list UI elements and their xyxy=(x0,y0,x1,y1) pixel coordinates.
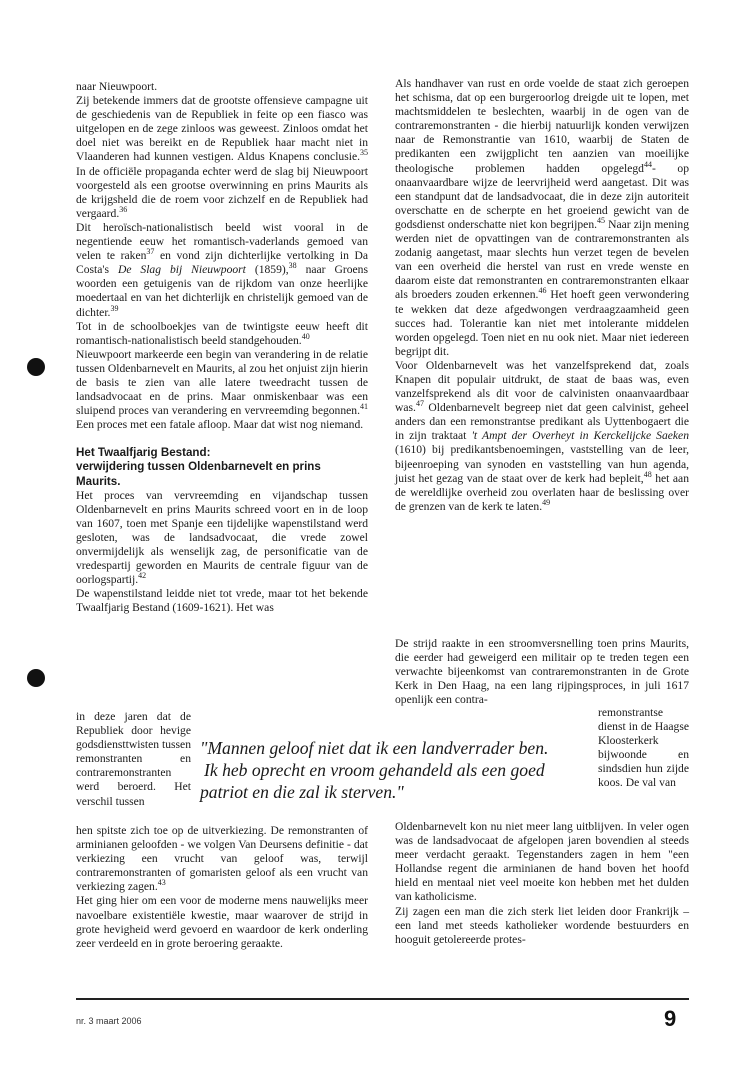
left-column-lower xyxy=(76,824,368,951)
paragraph: De wapenstilstand leidde niet tot vrede, maar tot het bekende Twaalfjarig Bestand (1609-1621). Het was xyxy=(76,587,368,615)
paragraph: Nieuwpoort markeerde een begin van verandering in de relatie tussen Oldenbarnevelt en Maurits, al zou het onjuist zijn hierin de basis te zien van alle latere tweedracht tussen de landsadvocaat en de prins. Maar onmiskenbaar was een sluipend proces van verandering en vervreemding begonnen.$^{41}$ Een proces met een fatale afloop. Maar dat wist nog niemand. xyxy=(76,347,368,432)
paragraph: Zij betekende immers dat de grootste offensieve campagne uit de geschiedenis van de Republiek in feite op een fiasco was uitgelopen en de zege zinloos was geweest. Zinloos omdat het doel niet was bereikt en de Republiek haar macht niet in Vlaanderen had kunnen vestigen. Aldus Knapens conclusie.$^{35}$ In de officiële propaganda echter werd de slag bij Nieuwpoort voorgesteld als een grootse overwinning en prins Maurits als de krijgsheld die de roem voor zichzelf en de Republiek had vergaard.$^{36}$ xyxy=(76,94,368,220)
wrap-text-right: remonstrantse dienst in de Haagse Kloosterkerk bijwoonde en sindsdien hun zijde koos. De val van xyxy=(598,706,689,790)
right-column-lower xyxy=(395,820,689,947)
footnote-ref: 48 xyxy=(643,469,652,479)
paragraph: Voor Oldenbarnevelt was het vanzelfsprekend dat, zoals Knapen dit populair uitdrukt, de staat de baas was, even vanzelfsprekend als dit voor de calvinisten onaanvaardbaar was.$^{47}$ Oldenbarnevelt begreep niet dat geen calvinist, geheel anders dan een remonstrantse predikant als Uyttenbogaert die in zijn traktaat 't Ampt der Overheyt in Kerckelijcke Saeken (1610) bij predikantsbenoemingen, vaststelling van de leer, bijeenroeping van synoden en vaststelling van hun agenda, juist het gezag van de staat over de kerk had bepleit,$^{48}$ het aan de wereldlijke overheid zou overlaten haar de beslissing over de grenzen van de kerk te laten.$^{49}$ xyxy=(395,358,690,513)
paragraph: Tot in de schoolboekjes van de twintigste eeuw heeft dit romantisch-nationalistisch beeld standgehouden.$^{40}$ xyxy=(76,319,368,347)
right-column xyxy=(395,77,689,514)
paragraph: hen spitste zich toe op de uitverkiezing. De remonstranten of arminianen geloofden - we volgen Van Deursens definitie - dat verkiezing een vrucht van geloof was, terwijl contraremonstranten of gomaristen geloof als een vrucht van verkiezing zagen.$^{43}$ xyxy=(76,824,368,894)
footnote-ref: 36 xyxy=(119,204,128,214)
paragraph: Het proces van vervreemding en vijandschap tussen Oldenbarnevelt en prins Maurits schreed voort en in de loop van 1607, toen met Spanje een tijdelijke wapenstilstand werd gesloten, was de landsadvocaat, die vrede zowel onvermijdelijk als wenselijk zag, de personificatie van de vredespartij geworden en Maurits de centrale figuur van de oorlogspartij.$^{42}$ xyxy=(76,488,368,587)
footer-rule xyxy=(76,998,689,1000)
footnote-ref: 38 xyxy=(288,261,297,271)
footnote-ref: 42 xyxy=(138,571,147,581)
right-column-middle xyxy=(395,637,689,707)
section-heading: Het Twaalfjarig Bestand: verwijdering tussen Oldenbarnevelt en prins Maurits. xyxy=(76,446,321,488)
footnote-ref: 45 xyxy=(597,216,606,226)
work-title: De Slag bij Nieuwpoort xyxy=(117,263,246,277)
pull-quote-line: "Mannen geloof niet dat ik een landverrader ben. xyxy=(200,738,549,758)
paragraph: Dit heroïsch-nationalistisch beeld wist vooral in de negentiende eeuw het romantisch-vaderlands gemoed van velen te raken$^{37}$ en vond zijn dichterlijke vertolking in Da Costa's De Slag bij Nieuwpoort (1859),$^{38}$ naar Groens woorden een getuigenis van de rijkdom van onze heerlijke moedertaal en van het dichterlijk en christelijk gemoed van de dichter.$^{39}$ xyxy=(76,220,368,319)
page-number: 9 xyxy=(664,1006,677,1031)
paragraph: Zij zagen een man die zich sterk liet leiden door Frankrijk – een land met steeds katholieker wordende bestuurders en hooguit getolereerde protes- xyxy=(395,904,689,946)
footnote-ref: 35 xyxy=(360,148,368,158)
issue-label: nr. 3 maart 2006 xyxy=(76,1016,142,1026)
footnote-ref: 40 xyxy=(301,331,310,341)
paragraph: Als handhaver van rust en orde voelde de staat zich geroepen het schisma, dat op een burgeroorlog dreigde uit te lopen, met machtsmiddelen te beslechten, waarbij in de ogen van de contraremonstranten - die hierbij natuurlijk konden verwijzen naar de Remonstrantie van 1610, waarbij de Staten de predikanten een zwijgplicht ten aanzien van moeilijke theologische problemen hadden opgelegd$^{44}$- op onaanvaardbare wijze de leervrijheid werd aangetast. Dit was een standpunt dat de landsadvocaat, die in deze zijn autoriteit overschatte en de scherpte en het groeiend gewicht van de godsdienst onderschatte niet kon begrijpen.$^{45}$ Naar zijn mening werden niet de opvattingen van de contraremonstranten als zodanig aangetast, maar slechts hun verzet tegen de bevelen van een overheid die herstel van rust en vrede wenste en daarom eiste dat remonstranten en contraremonstranten elkaar als broeders zouden erkennen.$^{46}$ Het hoeft geen verwondering te wekken dat deze afgedwongen verdraagzaamheid geen succes had. Tolerantie kan niet met intolerante middelen worden opgelegd. Toen niet en nu ook niet. Maar niet iedereen begrijpt dit. xyxy=(395,77,690,358)
footnote-ref: 49 xyxy=(542,497,551,507)
work-title: 't Ampt der Overheyt in Kerckelijcke Saeken xyxy=(471,429,690,443)
footnote-ref: 37 xyxy=(146,247,155,257)
paragraph: Oldenbarnevelt kon nu niet meer lang uitblijven. In veler ogen was de landsadvocaat de afgelopen jaren bovendien al steeds meer verdacht geraakt. Tegenstanders zagen in hem "een Hollandse regent die arminianen de hand boven het hoofd hield en mentaal niet veel moeite kon hebben met het dulden van katholicisme. xyxy=(395,820,689,904)
punch-hole xyxy=(27,669,45,687)
left-column xyxy=(76,80,368,615)
punch-hole xyxy=(27,358,45,376)
paragraph: De strijd raakte in een stroomversnelling toen prins Maurits, die eerder had geweigerd een militair op te treden tegen een verwachte bijeenkomst van contraremonstranten in de Grote Kerk in Den Haag, na een lang rijpingsproces, in juli 1617 openlijk een contra- xyxy=(395,637,689,707)
footnote-ref: 44 xyxy=(643,159,652,169)
paragraph: naar Nieuwpoort. xyxy=(76,80,158,93)
pull-quote-line: patriot en die zal ik sterven." xyxy=(200,782,404,802)
wrap-text-left: in deze jaren dat de Republiek door hevige godsdiensttwisten tussen remonstranten en contraremonstranten werd beroerd. Het verschil tussen xyxy=(76,710,191,808)
pull-quote-line: Ik heb oprecht en vroom gehandeld als een goed xyxy=(204,760,545,780)
footnote-ref: 43 xyxy=(157,878,166,888)
footnote-ref: 47 xyxy=(415,399,424,409)
footnote-ref: 46 xyxy=(538,286,547,296)
pull-quote xyxy=(200,737,595,803)
paragraph: Het ging hier om een voor de moderne mens nauwelijks meer navoelbare existentiële kwestie, maar waarover de strijd in grote hevigheid werd gevoerd en waardoor de kerk onderling zeer verdeeld en in grote beroering geraakte. xyxy=(76,894,368,950)
footnote-ref: 39 xyxy=(110,303,119,313)
footnote-ref: 41 xyxy=(360,402,368,412)
